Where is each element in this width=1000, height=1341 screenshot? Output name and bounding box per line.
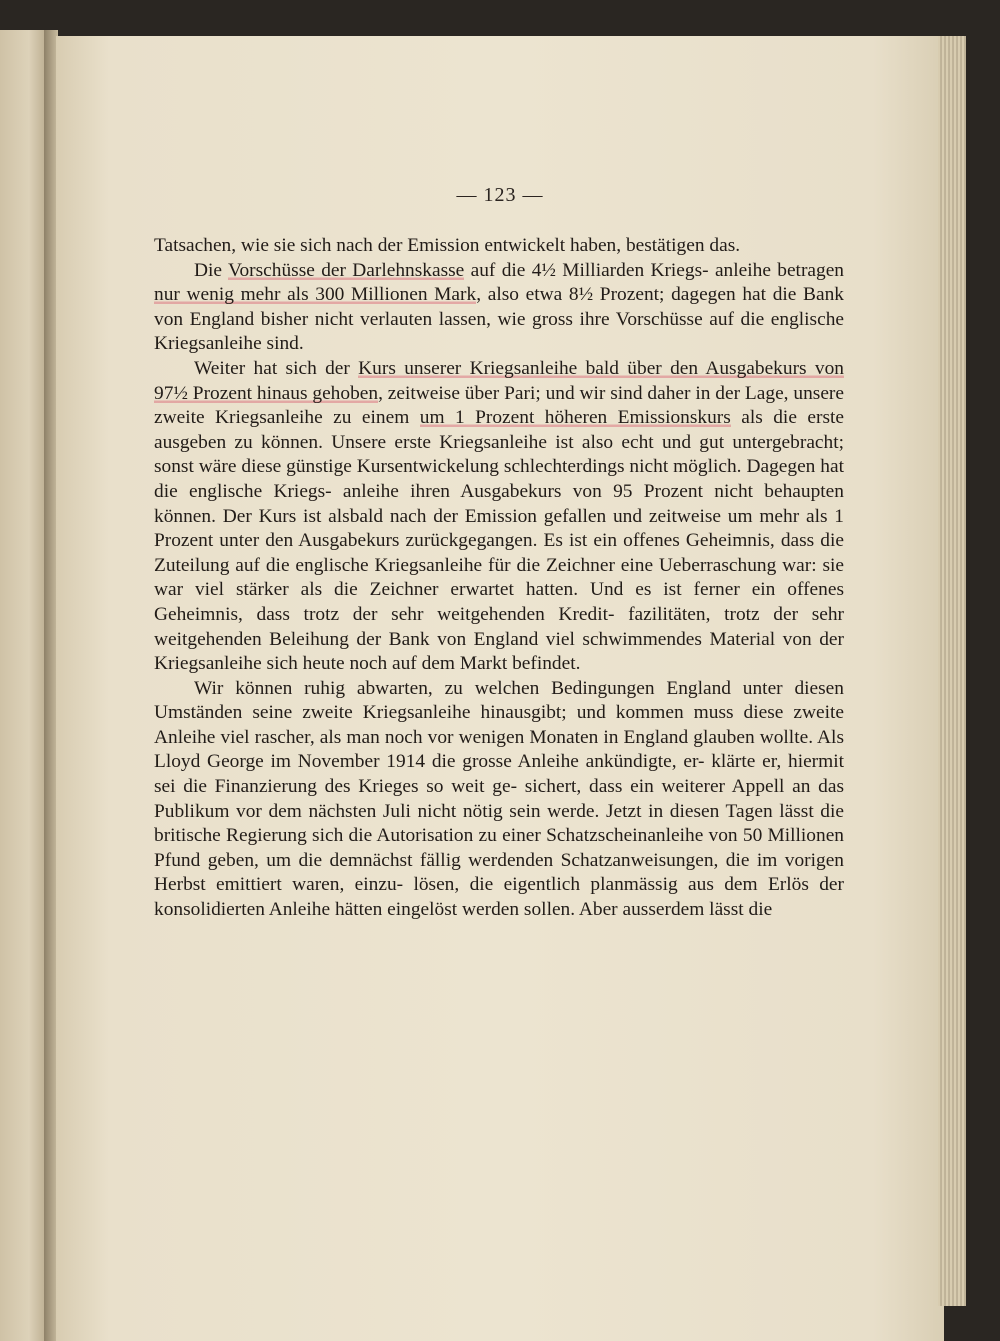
paragraph-2: Die Vorschüsse der Darlehnskasse auf die 4½ Milliarden Kriegs- anleihe betragen nur wenig mehr als 300 Millionen Mark, also etwa 8½ Prozent; dagegen hat die Bank von England bisher nicht verlauten lassen, wie gross ihre Vorschüsse auf die englische Kriegsanleihe sind. [154,259,845,355]
page-body [154,234,844,923]
highlight: nur wenig mehr als 300 Millionen Mark [154,284,477,306]
paragraph-1: Tatsachen, wie sie sich nach der Emission entwickelt haben, bestätigen das. [154,235,741,256]
highlight: um 1 Prozent höheren Emissionskurs [419,407,731,429]
paragraph-3: Weiter hat sich der Kurs unserer Kriegsanleihe bald über den Ausgabekurs von 97½ Prozent hinaus gehoben, zeitweise über Pari; und wir sind daher in der Lage, unsere zweite Kriegsanleihe zu einem um 1 Prozent höheren Emissionskurs als die erste ausgeben zu können. Unsere erste Kriegsanleihe ist also echt und gut untergebracht; sonst wäre diese günstige Kursentwickelung schlechterdings nicht möglich. Dagegen hat die englische Kriegs- anleihe ihren Ausgabekurs von 95 Prozent nicht behaupten können. Der Kurs ist alsbald nach der Emission gefallen und zeitweise um mehr als 1 Prozent unter den Ausgabekurs zurückgegangen. Es ist ein offenes Geheimnis, dass die Zuteilung auf die englische Kriegsanleihe für die Zeichner eine Ueberraschung war: sie war viel stärker als die Zeichner erwartet hatten. Und es ist ferner ein offenes Geheimnis, dass trotz der sehr weitgehenden Kredit- fazilitäten, trotz der sehr weitgehenden Beleihung der Bank von England viel schwimmendes Material von der Kriegsanleihe sich heute noch auf dem Markt befindet. [154,357,844,675]
book-page [56,36,944,1341]
page-number: — 123 — [456,184,544,206]
highlight: Kurs unserer Kriegsanleihe bald über den Ausgabekurs von 97½ Prozent hinaus gehoben [154,357,844,404]
highlight: Vorschüsse der Darlehnskasse [227,259,465,281]
page-stack-edge [938,36,966,1306]
paragraph-4: Wir können ruhig abwarten, zu welchen Bedingungen England unter diesen Umständen seine zweite Kriegsanleihe hinausgibt; und kommen muss diese zweite Anleihe viel rascher, als man noch vor wenigen Monaten in England glauben wollte. Als Lloyd George im November 1914 die grosse Anleihe ankündigte, er- klärte er, hiermit sei die Finanzierung des Krieges so weit ge- sichert, dass ein weiterer Appell an das Publikum vor dem nächsten Juli nicht nötig sein werde. Jetzt in diesen Tagen lässt die britische Regierung sich die Autorisation zu einer Schatzscheinanleihe von 50 Millionen Pfund geben, um die demnächst fällig werdenden Schatzanweisungen, die im vorigen Herbst emittiert waren, einzu- lösen, die eigentlich planmässig aus dem Erlös der konsolidierten Anleihe hätten eingelöst werden sollen. Aber ausserdem lässt die [154,677,844,921]
left-page-edge [0,30,48,1341]
